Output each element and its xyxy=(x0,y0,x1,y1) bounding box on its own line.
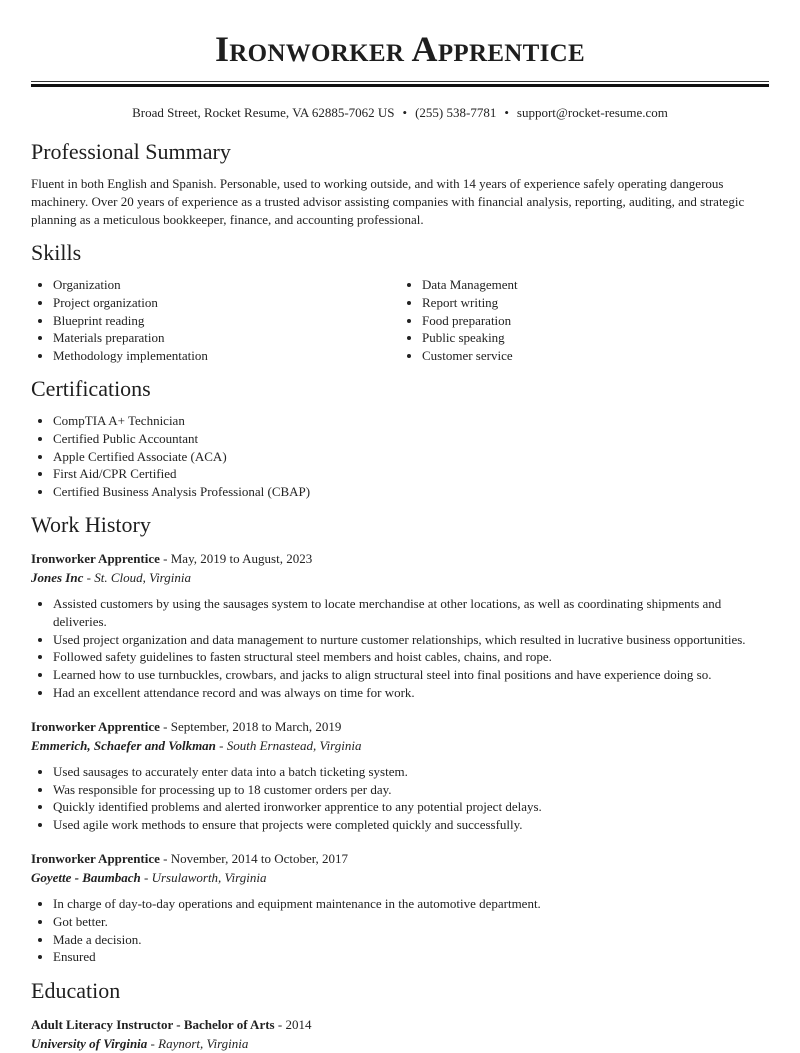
job-bullets xyxy=(31,595,769,702)
education-year: - 2014 xyxy=(274,1017,312,1033)
education-entry xyxy=(31,1015,769,1053)
bullet-separator-icon: • xyxy=(504,105,509,120)
job-role: Ironworker Apprentice xyxy=(31,850,160,866)
certification-item: • CompTIA A+ Technician xyxy=(53,412,769,430)
job-role: Ironworker Apprentice xyxy=(31,550,160,566)
job-company: Jones Inc xyxy=(31,569,84,585)
skill-item: • Data Management xyxy=(422,276,769,294)
certification-item: • Certified Business Analysis Professional (CBAP) xyxy=(53,483,769,501)
divider-thick-line xyxy=(31,84,769,87)
section-skills xyxy=(31,240,769,365)
job-company-line xyxy=(31,568,769,587)
skills-list-right xyxy=(400,276,769,365)
contact-email[interactable]: support@rocket-resume.com xyxy=(516,105,668,120)
job-bullet: • Used project organization and data management to nurture customer relationships, which resulted in lucrative business opportunities. xyxy=(53,631,769,649)
divider-thin-line xyxy=(31,81,769,82)
job-bullet: • Made a decision. xyxy=(53,931,769,949)
bullet-separator-icon: • xyxy=(402,105,408,120)
section-heading: Work History xyxy=(31,511,151,537)
job-company: Emmerich, Schaefer and Volkman xyxy=(31,737,216,753)
job-company: Goyette - Baumbach xyxy=(31,869,141,885)
job-company-line xyxy=(31,868,769,887)
education-school-line xyxy=(31,1034,769,1053)
skill-item: • Public speaking xyxy=(422,329,769,347)
job-company-line xyxy=(31,736,769,755)
job-bullet: • Ensured xyxy=(53,948,769,966)
certification-item: • Certified Public Accountant xyxy=(53,430,769,448)
skill-item: • Organization xyxy=(53,276,400,294)
job-location: - St. Cloud, Virginia xyxy=(83,569,191,585)
skill-item: • Methodology implementation xyxy=(53,347,400,365)
job-entry xyxy=(31,549,769,702)
job-bullets xyxy=(31,763,769,834)
section-education xyxy=(31,978,769,1053)
contact-phone: (255) 538-7781 xyxy=(415,105,497,120)
job-title-line xyxy=(31,549,769,568)
job-bullets xyxy=(31,895,769,966)
resume-title: Ironworker Apprentice xyxy=(214,29,585,69)
skill-item: • Customer service xyxy=(422,347,769,365)
job-bullet: • Used agile work methods to ensure that projects were completed quickly and successfully. xyxy=(53,816,769,834)
skill-item: • Blueprint reading xyxy=(53,312,400,330)
job-bullet: • Quickly identified problems and alerted ironworker apprentice to any potential project delays. xyxy=(53,798,769,816)
job-bullet: • Followed safety guidelines to fasten structural steel members and hoist cables, chains, and rope. xyxy=(53,648,769,666)
skill-item: • Project organization xyxy=(53,294,400,312)
job-location: - South Ernastead, Virginia xyxy=(215,737,362,753)
skill-item: • Report writing xyxy=(422,294,769,312)
job-bullet: • Assisted customers by using the sausages system to locate merchandise at other locations, as well as coordinating shipments and deliveries. xyxy=(53,595,769,631)
job-dates: - November, 2014 to October, 2017 xyxy=(159,850,349,866)
summary-text: Fluent in both English and Spanish. Personable, used to working outside, and with 14 years of experience safely operating dangerous machinery. Over 20 years of experience as a trusted advisor assisting companies with financial analysis, reporting, auditing, and strategic planning as a meticulous bookkeeper, finance, and accounting professional. xyxy=(31,176,745,227)
job-title-line xyxy=(31,849,769,868)
job-bullet: • Got better. xyxy=(53,913,769,931)
job-entry xyxy=(31,849,769,966)
job-bullet: • Used sausages to accurately enter data into a batch ticketing system. xyxy=(53,763,769,781)
job-dates: - September, 2018 to March, 2019 xyxy=(159,718,342,734)
education-degree-line xyxy=(31,1015,769,1034)
job-title-line xyxy=(31,717,769,736)
certification-item: • Apple Certified Associate (ACA) xyxy=(53,448,769,466)
job-bullet: • Was responsible for processing up to 18 customer orders per day. xyxy=(53,781,769,799)
skill-item: • Food preparation xyxy=(422,312,769,330)
certifications-list xyxy=(31,412,769,501)
education-degree: Adult Literacy Instructor - Bachelor of Arts xyxy=(31,1017,275,1033)
contact-line xyxy=(31,104,769,122)
job-entry xyxy=(31,717,769,834)
contact-address: Broad Street, Rocket Resume, VA 62885-7062 US xyxy=(132,105,395,120)
section-heading: Professional Summary xyxy=(31,139,231,164)
job-dates: - May, 2019 to August, 2023 xyxy=(159,550,313,566)
job-location: - Ursulaworth, Virginia xyxy=(140,869,267,885)
education-school: University of Virginia xyxy=(31,1036,148,1052)
job-bullet: • Had an excellent attendance record and was always on time for work. xyxy=(53,684,769,702)
job-bullet: • Learned how to use turnbuckles, crowbars, and jacks to align structural steel into final positions and have experience doing so. xyxy=(53,666,769,684)
certification-item: • First Aid/CPR Certified xyxy=(53,465,769,483)
skills-list-left xyxy=(31,276,400,365)
header-divider xyxy=(31,81,769,87)
section-professional-summary xyxy=(31,139,769,229)
education-location: - Raynort, Virginia xyxy=(147,1036,249,1052)
skills-grid xyxy=(31,276,769,365)
section-heading: Education xyxy=(31,978,121,1004)
job-role: Ironworker Apprentice xyxy=(31,718,160,734)
job-bullet: • In charge of day-to-day operations and equipment maintenance in the automotive department. xyxy=(53,895,769,913)
skill-item: • Materials preparation xyxy=(53,329,400,347)
section-heading: Certifications xyxy=(31,375,151,401)
section-certifications xyxy=(31,376,769,501)
section-work-history xyxy=(31,512,769,966)
section-heading: Skills xyxy=(31,240,82,265)
